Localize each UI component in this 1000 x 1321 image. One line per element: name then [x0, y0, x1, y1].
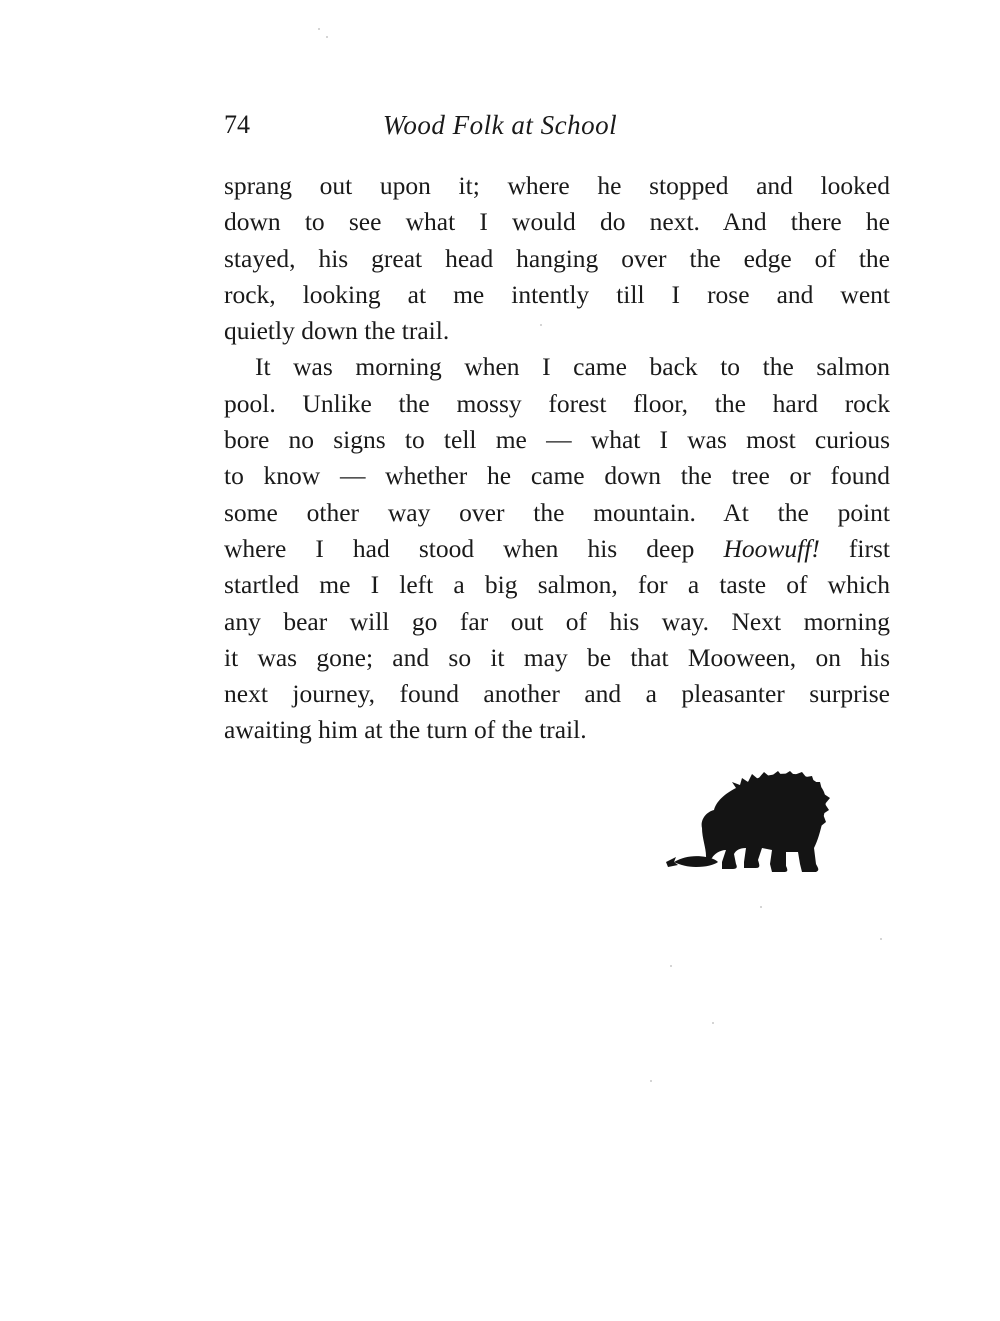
- text-line: it was gone; and so it may be that Mooween, on his: [224, 642, 890, 672]
- text-line: down to see what I would do next. And there he: [224, 207, 890, 237]
- text-line: rock, looking at me intently till I rose and went: [224, 279, 890, 309]
- text-line: stayed, his great head hanging over the edge of the: [224, 243, 890, 273]
- text-line: awaiting him at the turn of the trail.: [224, 715, 587, 745]
- text-line: any bear will go far out of his way. Next morning: [224, 606, 890, 636]
- text-block: [224, 168, 890, 749]
- text-line: next journey, found another and a pleasanter surprise: [224, 679, 890, 709]
- text-line: It was morning when I came back to the salmon: [255, 352, 890, 382]
- text-line: pool. Unlike the mossy forest floor, the hard rock: [224, 388, 890, 418]
- running-head: Wood Folk at School: [382, 110, 618, 140]
- text-line: quietly down the trail.: [224, 316, 450, 346]
- emphasis-hoowuff: Hoowuff!: [723, 533, 820, 563]
- page-number: 74: [224, 110, 250, 139]
- text-line: bore no signs to tell me — what I was most curious: [224, 425, 890, 455]
- text-line: some other way over the mountain. At the point: [224, 497, 890, 527]
- text-line-hoowuff: [224, 531, 890, 567]
- bear-with-salmon-illustration: [662, 768, 830, 878]
- text-line: sprang out upon it; where he stopped and looked: [224, 171, 890, 200]
- text-run: first: [819, 533, 890, 563]
- text-run: where I had stood when his deep: [224, 533, 724, 563]
- text-line: startled me I left a big salmon, for a taste of which: [224, 570, 890, 600]
- text-line: to know — whether he came down the tree or found: [224, 461, 890, 491]
